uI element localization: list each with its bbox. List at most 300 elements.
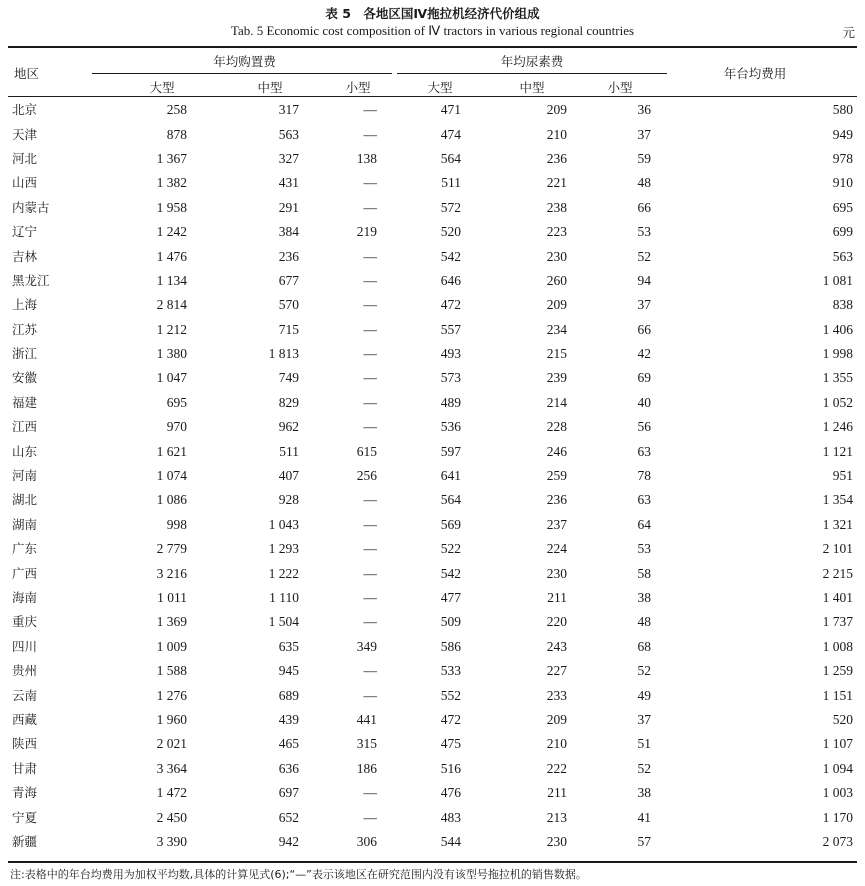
urea-medium-cell: 223	[546, 224, 567, 240]
purchase-medium-cell: 749	[278, 370, 299, 386]
urea-medium-cell: 230	[546, 565, 567, 581]
urea-large-cell: 646	[440, 272, 461, 288]
purchase-large-cell: 2 779	[156, 541, 187, 557]
region-cell: 新疆	[12, 833, 38, 849]
region-cell: 江西	[12, 419, 38, 435]
urea-large-cell: 542	[440, 248, 461, 264]
table-row	[8, 635, 857, 659]
purchase-small-cell: 186	[356, 760, 377, 776]
urea-large-cell: 564	[440, 492, 461, 508]
purchase-large-cell: 1 074	[156, 468, 187, 484]
table-row	[8, 488, 857, 512]
purchase-large-cell: 998	[166, 516, 187, 532]
region-cell: 湖北	[12, 492, 38, 508]
purchase-medium-cell: 942	[278, 833, 299, 849]
purchase-medium-cell: 1 504	[268, 614, 299, 630]
urea-medium-cell: 214	[546, 394, 567, 410]
annual-cost-cell: 1 151	[822, 687, 853, 703]
urea-medium-cell: 230	[546, 248, 567, 264]
region-cell: 广东	[12, 541, 38, 557]
purchase-large-cell: 3 216	[156, 565, 187, 581]
urea-small-cell: 57	[637, 833, 651, 849]
row-spacer	[853, 708, 857, 732]
purchase-medium-cell: 1 813	[268, 346, 299, 362]
region-cell: 天津	[12, 126, 38, 142]
row-spacer	[853, 171, 857, 195]
annual-cost-cell: 949	[832, 126, 853, 142]
urea-small-cell: 53	[637, 541, 651, 557]
table-row	[8, 391, 857, 415]
purchase-small-cell: —	[363, 370, 377, 386]
purchase-large-cell: 1 382	[156, 175, 187, 191]
urea-medium-cell: 209	[546, 102, 567, 118]
purchase-medium-cell: 636	[278, 760, 299, 776]
row-spacer	[853, 147, 857, 171]
annual-cost-cell: 563	[832, 248, 853, 264]
purchase-large-cell: 1 958	[156, 199, 187, 215]
region-cell: 河南	[12, 468, 38, 484]
purchase-medium-cell: 928	[278, 492, 299, 508]
region-cell: 辽宁	[12, 224, 38, 240]
purchase-small-cell: —	[363, 663, 377, 679]
region-cell: 河北	[12, 150, 38, 166]
purchase-small-cell: —	[363, 199, 377, 215]
urea-large-cell: 472	[440, 297, 461, 313]
table-row	[8, 781, 857, 805]
annual-cost-cell: 1 401	[822, 590, 853, 605]
urea-medium-cell: 222	[546, 760, 567, 776]
purchase-medium-cell: 570	[278, 297, 299, 313]
annual-cost-cell: 695	[832, 199, 853, 215]
table-row	[8, 171, 857, 195]
purchase-group-rule	[92, 73, 392, 74]
urea-large-cell: 569	[440, 516, 461, 532]
region-cell: 福建	[12, 394, 38, 410]
urea-medium-cell: 213	[546, 809, 567, 825]
row-spacer	[853, 586, 857, 610]
urea-large-cell: 586	[440, 638, 461, 654]
urea-large-cell: 489	[440, 394, 461, 410]
region-cell: 广西	[12, 565, 38, 581]
annual-cost-cell: 978	[832, 150, 853, 166]
urea-small-cell: 52	[637, 760, 651, 776]
purchase-large-cell: 3 364	[156, 760, 187, 776]
purchase-small-cell: —	[363, 809, 377, 825]
purchase-medium-cell: 291	[278, 199, 299, 215]
row-spacer	[853, 391, 857, 415]
urea-small-cell: 63	[637, 443, 651, 459]
region-cell: 西藏	[12, 711, 38, 727]
urea-medium-cell: 220	[546, 614, 567, 630]
urea-small-cell: 41	[637, 809, 651, 825]
purchase-small-cell: 138	[356, 150, 377, 166]
urea-small-cell: 66	[637, 199, 651, 215]
annual-cost-cell: 1 406	[822, 321, 853, 337]
urea-large-cell: 522	[440, 541, 461, 557]
purchase-medium-cell: 689	[278, 687, 299, 703]
header-purchase-medium: 中型	[257, 80, 283, 95]
urea-medium-cell: 236	[546, 492, 567, 508]
purchase-small-cell: —	[363, 590, 377, 605]
annual-cost-cell: 1 737	[822, 614, 853, 630]
table-row	[8, 683, 857, 707]
urea-medium-cell: 221	[546, 175, 567, 191]
table-row	[8, 805, 857, 829]
table-row	[8, 757, 857, 781]
purchase-large-cell: 1 212	[156, 321, 187, 337]
region-cell: 湖南	[12, 516, 38, 532]
region-cell: 海南	[12, 590, 38, 605]
urea-small-cell: 56	[637, 419, 651, 435]
purchase-large-cell: 1 276	[156, 687, 187, 703]
row-spacer	[853, 537, 857, 561]
urea-medium-cell: 209	[546, 711, 567, 727]
table-row	[8, 561, 857, 585]
region-cell: 山西	[12, 175, 38, 191]
purchase-large-cell: 878	[166, 126, 187, 142]
urea-large-cell: 572	[440, 199, 461, 215]
urea-small-cell: 49	[637, 687, 651, 703]
row-spacer	[853, 781, 857, 805]
urea-large-cell: 475	[440, 736, 461, 752]
urea-large-cell: 536	[440, 419, 461, 435]
purchase-large-cell: 2 450	[156, 809, 187, 825]
header-purchase-large: 大型	[149, 80, 175, 95]
purchase-medium-cell: 1 222	[268, 565, 299, 581]
purchase-large-cell: 1 476	[156, 248, 187, 264]
purchase-medium-cell: 407	[278, 468, 299, 484]
region-cell: 江苏	[12, 321, 38, 337]
purchase-small-cell: —	[363, 541, 377, 557]
purchase-small-cell: —	[363, 785, 377, 801]
row-spacer	[853, 122, 857, 146]
row-spacer	[853, 415, 857, 439]
urea-large-cell: 552	[440, 687, 461, 703]
urea-medium-cell: 259	[546, 468, 567, 484]
urea-large-cell: 493	[440, 346, 461, 362]
unit-label: 元	[842, 25, 855, 40]
purchase-small-cell: 306	[356, 833, 377, 849]
urea-large-cell: 520	[440, 224, 461, 240]
region-cell: 吉林	[12, 248, 38, 264]
region-cell: 浙江	[12, 346, 38, 362]
urea-small-cell: 38	[637, 590, 651, 605]
purchase-medium-cell: 1 110	[269, 590, 299, 605]
header-region: 地区	[14, 66, 40, 81]
bottom-rule	[8, 861, 857, 863]
urea-small-cell: 58	[637, 565, 651, 581]
purchase-large-cell: 1 242	[156, 224, 187, 240]
purchase-medium-cell: 715	[278, 321, 299, 337]
row-spacer	[853, 805, 857, 829]
purchase-medium-cell: 327	[278, 150, 299, 166]
urea-small-cell: 66	[637, 321, 651, 337]
urea-small-cell: 40	[637, 394, 651, 410]
annual-cost-cell: 1 246	[822, 419, 853, 435]
table-row	[8, 98, 857, 122]
header-urea-group: 年均尿素费	[500, 54, 564, 69]
urea-medium-cell: 210	[546, 736, 567, 752]
annual-cost-cell: 699	[832, 224, 853, 240]
top-rule	[8, 46, 857, 48]
purchase-large-cell: 1 009	[156, 638, 187, 654]
table-row	[8, 659, 857, 683]
urea-small-cell: 63	[637, 492, 651, 508]
annual-cost-cell: 1 107	[822, 736, 853, 752]
urea-small-cell: 52	[637, 248, 651, 264]
table-row	[8, 513, 857, 537]
table-row	[8, 732, 857, 756]
urea-large-cell: 557	[440, 321, 461, 337]
urea-large-cell: 544	[440, 833, 461, 849]
purchase-medium-cell: 652	[278, 809, 299, 825]
urea-medium-cell: 246	[546, 443, 567, 459]
purchase-large-cell: 2 814	[156, 297, 187, 313]
annual-cost-cell: 1 259	[822, 663, 853, 679]
urea-large-cell: 533	[440, 663, 461, 679]
row-spacer	[853, 220, 857, 244]
urea-medium-cell: 209	[546, 297, 567, 313]
annual-cost-cell: 1 355	[822, 370, 853, 386]
purchase-small-cell: —	[363, 614, 377, 630]
purchase-medium-cell: 439	[278, 711, 299, 727]
urea-medium-cell: 224	[546, 541, 567, 557]
table-row	[8, 415, 857, 439]
header-purchase-group: 年均购置费	[213, 54, 276, 69]
purchase-large-cell: 1 621	[156, 443, 187, 459]
urea-large-cell: 573	[440, 370, 461, 386]
purchase-small-cell: 615	[356, 443, 377, 459]
row-spacer	[853, 244, 857, 268]
purchase-small-cell: —	[363, 492, 377, 508]
row-spacer	[853, 464, 857, 488]
purchase-small-cell: —	[363, 102, 377, 118]
urea-medium-cell: 211	[547, 590, 567, 605]
purchase-small-cell: —	[363, 346, 377, 362]
purchase-small-cell: —	[363, 297, 377, 313]
header-urea-small: 小型	[607, 80, 633, 95]
purchase-small-cell: 441	[356, 711, 377, 727]
table-row	[8, 537, 857, 561]
purchase-large-cell: 1 588	[156, 663, 187, 679]
annual-cost-cell: 1 008	[822, 638, 853, 654]
urea-medium-cell: 215	[546, 346, 567, 362]
urea-large-cell: 597	[440, 443, 461, 459]
urea-medium-cell: 237	[546, 516, 567, 532]
purchase-large-cell: 1 380	[156, 346, 187, 362]
annual-cost-cell: 2 073	[822, 833, 853, 849]
urea-large-cell: 542	[440, 565, 461, 581]
purchase-medium-cell: 236	[278, 248, 299, 264]
urea-small-cell: 78	[637, 468, 651, 484]
table-note: 注:表格中的年台均费用为加权平均数,具体的计算见式(6);“—”表示该地区在研究范围内没有该型号拖拉机的销售数据。	[10, 868, 587, 881]
urea-large-cell: 474	[440, 126, 461, 142]
row-spacer	[853, 488, 857, 512]
row-spacer	[853, 318, 857, 342]
urea-small-cell: 94	[637, 272, 651, 288]
row-spacer	[853, 196, 857, 220]
urea-medium-cell: 211	[547, 785, 567, 801]
purchase-large-cell: 1 086	[156, 492, 187, 508]
region-cell: 青海	[12, 785, 38, 801]
purchase-small-cell: —	[363, 126, 377, 142]
table-row	[8, 366, 857, 390]
urea-medium-cell: 236	[546, 150, 567, 166]
row-spacer	[853, 561, 857, 585]
table-caption-cn: 表 5 各地区国Ⅳ拖拉机经济代价组成	[325, 6, 540, 21]
region-cell: 北京	[12, 102, 38, 118]
table-row	[8, 586, 857, 610]
region-cell: 山东	[12, 443, 38, 459]
purchase-small-cell: 256	[356, 468, 377, 484]
urea-small-cell: 64	[637, 516, 651, 532]
region-cell: 上海	[12, 297, 38, 313]
row-spacer	[853, 342, 857, 366]
annual-cost-cell: 951	[832, 468, 853, 484]
urea-large-cell: 516	[440, 760, 461, 776]
annual-cost-cell: 520	[832, 711, 853, 727]
purchase-medium-cell: 384	[278, 224, 299, 240]
region-cell: 宁夏	[12, 809, 38, 825]
purchase-small-cell: —	[363, 272, 377, 288]
purchase-medium-cell: 677	[278, 272, 299, 288]
urea-small-cell: 51	[637, 736, 651, 752]
row-spacer	[853, 269, 857, 293]
purchase-large-cell: 258	[166, 102, 187, 118]
cost-table	[8, 98, 857, 854]
urea-large-cell: 641	[440, 468, 461, 484]
urea-large-cell: 511	[441, 175, 461, 191]
row-spacer	[853, 683, 857, 707]
urea-large-cell: 509	[440, 614, 461, 630]
purchase-large-cell: 970	[166, 419, 187, 435]
purchase-medium-cell: 1 043	[268, 516, 299, 532]
urea-small-cell: 42	[637, 346, 651, 362]
purchase-medium-cell: 945	[278, 663, 299, 679]
table-row	[8, 342, 857, 366]
urea-small-cell: 38	[637, 785, 651, 801]
urea-small-cell: 68	[637, 638, 651, 654]
table-row	[8, 220, 857, 244]
urea-medium-cell: 239	[546, 370, 567, 386]
annual-cost-cell: 838	[832, 297, 853, 313]
purchase-large-cell: 1 472	[156, 785, 187, 801]
urea-small-cell: 69	[637, 370, 651, 386]
annual-cost-cell: 1 003	[822, 785, 853, 801]
urea-small-cell: 52	[637, 663, 651, 679]
row-spacer	[853, 439, 857, 463]
region-cell: 安徽	[12, 370, 38, 386]
table-row	[8, 464, 857, 488]
region-cell: 黑龙江	[12, 272, 50, 288]
purchase-large-cell: 1 960	[156, 711, 187, 727]
purchase-medium-cell: 563	[278, 126, 299, 142]
urea-medium-cell: 227	[546, 663, 567, 679]
purchase-small-cell: 349	[356, 638, 377, 654]
table-row	[8, 122, 857, 146]
urea-small-cell: 59	[637, 150, 651, 166]
table-row	[8, 196, 857, 220]
table-row	[8, 318, 857, 342]
urea-large-cell: 472	[440, 711, 461, 727]
purchase-medium-cell: 465	[278, 736, 299, 752]
purchase-small-cell: —	[363, 394, 377, 410]
header-annual-cost: 年台均费用	[723, 66, 787, 81]
purchase-medium-cell: 511	[279, 443, 299, 459]
row-spacer	[853, 757, 857, 781]
purchase-small-cell: —	[363, 175, 377, 191]
purchase-medium-cell: 317	[278, 102, 299, 118]
urea-large-cell: 477	[440, 590, 461, 605]
urea-medium-cell: 210	[546, 126, 567, 142]
urea-medium-cell: 228	[546, 419, 567, 435]
region-cell: 贵州	[12, 663, 38, 679]
purchase-small-cell: —	[363, 419, 377, 435]
urea-small-cell: 53	[637, 224, 651, 240]
table-body	[8, 98, 857, 854]
table-row	[8, 830, 857, 854]
purchase-medium-cell: 635	[278, 638, 299, 654]
annual-cost-cell: 910	[832, 175, 853, 191]
row-spacer	[853, 830, 857, 854]
header-urea-medium: 中型	[519, 80, 545, 95]
purchase-large-cell: 1 367	[156, 150, 187, 166]
purchase-small-cell: 219	[356, 224, 377, 240]
table-row	[8, 244, 857, 268]
purchase-large-cell: 3 390	[156, 833, 187, 849]
purchase-medium-cell: 697	[278, 785, 299, 801]
urea-medium-cell: 260	[546, 272, 567, 288]
table-caption-en: Tab. 5 Economic cost composition of Ⅳ tractors in various regional countries	[230, 23, 635, 38]
annual-cost-cell: 1 321	[822, 516, 853, 532]
urea-small-cell: 36	[637, 102, 651, 118]
annual-cost-cell: 1 170	[822, 809, 853, 825]
row-spacer	[853, 513, 857, 537]
purchase-medium-cell: 829	[278, 394, 299, 410]
urea-small-cell: 37	[637, 297, 651, 313]
row-spacer	[853, 293, 857, 317]
purchase-small-cell: —	[363, 321, 377, 337]
header-purchase-small: 小型	[345, 80, 371, 95]
urea-small-cell: 37	[637, 711, 651, 727]
urea-medium-cell: 243	[546, 638, 567, 654]
purchase-medium-cell: 431	[278, 175, 299, 191]
row-spacer	[853, 732, 857, 756]
region-cell: 陕西	[12, 736, 38, 752]
table-row	[8, 269, 857, 293]
annual-cost-cell: 580	[832, 102, 853, 118]
region-cell: 云南	[12, 687, 38, 703]
urea-group-rule	[397, 73, 667, 74]
purchase-small-cell: —	[363, 248, 377, 264]
purchase-large-cell: 1 047	[156, 370, 187, 386]
row-spacer	[853, 659, 857, 683]
purchase-small-cell: —	[363, 516, 377, 532]
urea-medium-cell: 234	[546, 321, 567, 337]
row-spacer	[853, 98, 857, 122]
purchase-large-cell: 695	[166, 394, 187, 410]
region-cell: 甘肃	[12, 760, 38, 776]
urea-large-cell: 471	[440, 102, 461, 118]
row-spacer	[853, 610, 857, 634]
header-rule	[8, 96, 857, 97]
urea-small-cell: 48	[637, 614, 651, 630]
urea-medium-cell: 233	[546, 687, 567, 703]
row-spacer	[853, 366, 857, 390]
urea-medium-cell: 238	[546, 199, 567, 215]
table-row	[8, 708, 857, 732]
row-spacer	[853, 635, 857, 659]
